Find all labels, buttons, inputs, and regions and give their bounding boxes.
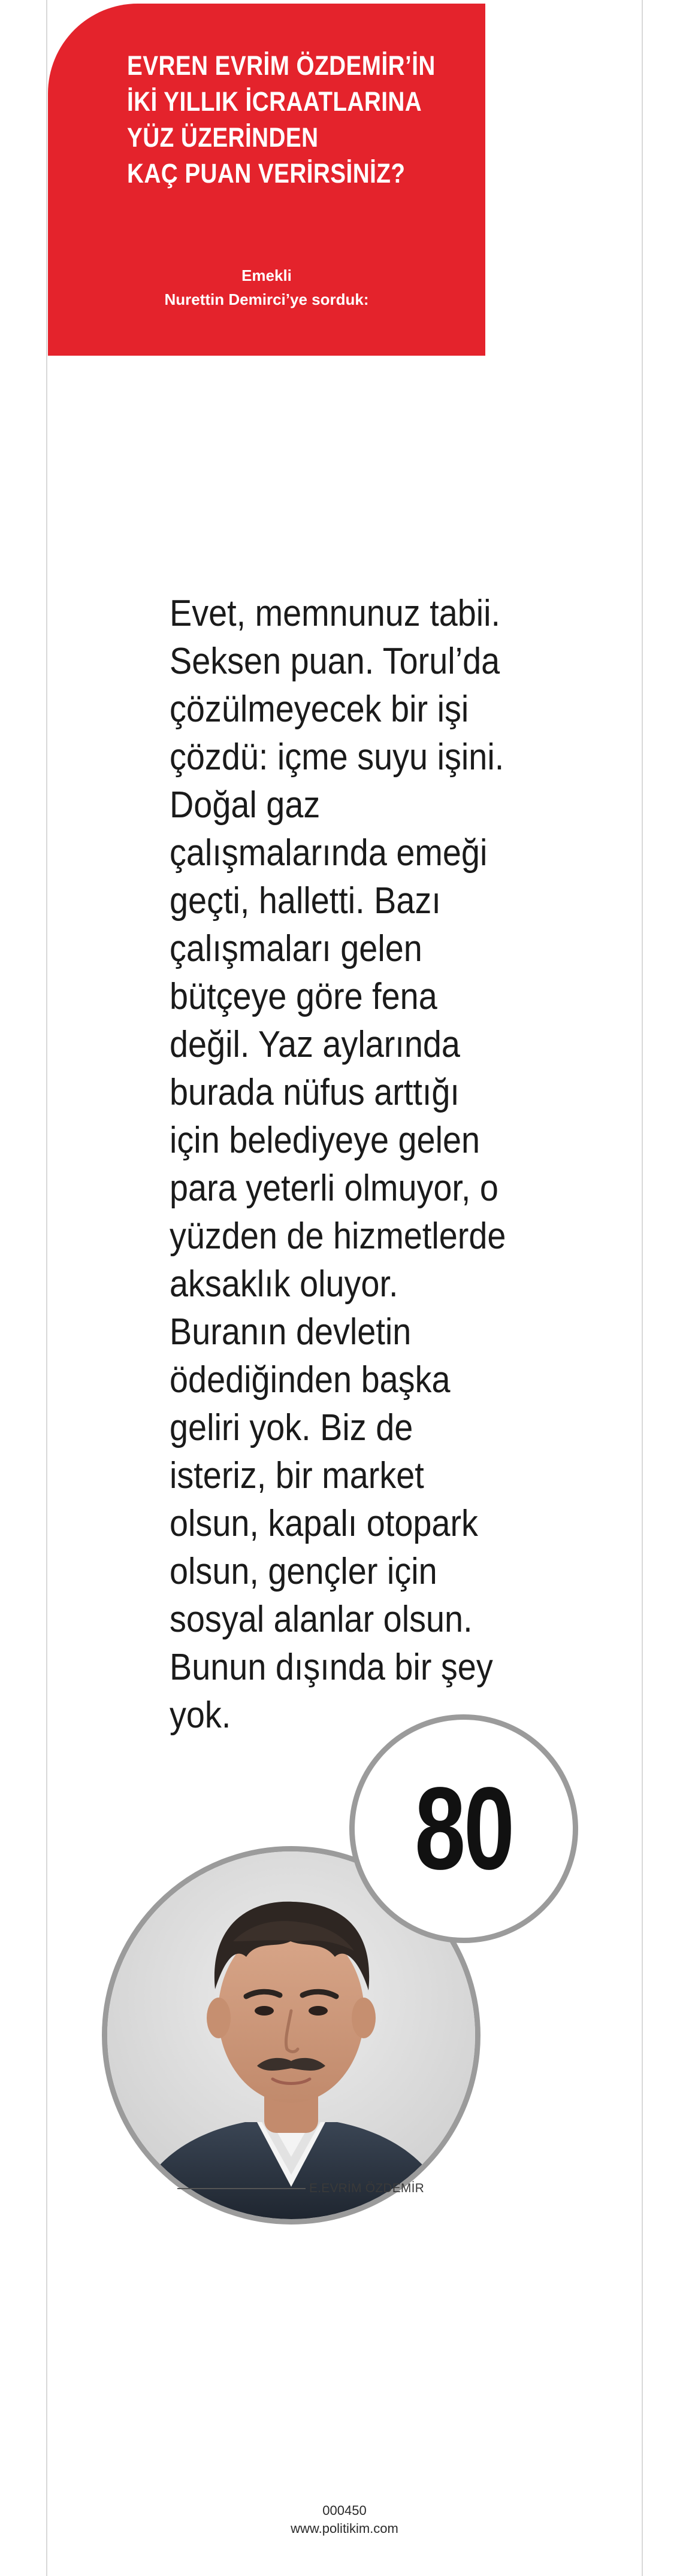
page-right-edge xyxy=(642,0,643,2576)
score-value: 80 xyxy=(415,1763,513,1894)
portrait-caption-text: E.EVRİM ÖZDEMİR xyxy=(309,2181,425,2195)
caption-rule xyxy=(177,2188,306,2189)
page-left-edge xyxy=(46,0,47,2576)
respondent-name-line: Nurettin Demirci’ye sorduk: xyxy=(164,290,369,308)
respondent-block xyxy=(48,263,485,311)
respondent-answer: Evet, memnunuz tabii. Seksen puan. Torul’da çözülmeyecek bir işi çözdü: içme suyu işini. Doğal gaz çalışmalarında emeği geçti, halletti. Bazı çalışmaları gelen bütçeye göre fena değil. Yaz aylarında burada nüfus arttığı için belediyeye gelen para yeterli olmuyor, o yüzden de hizmetlerde aksaklık oluyor. Buranın devletin ödediğinden başka geliri yok. Biz de isteriz, bir market olsun, kapalı otopark olsun, gençler için sosyal alanlar olsun. Bunun dışında bir şey yok. xyxy=(170,593,506,1736)
question-header xyxy=(48,4,485,356)
footer-website: www.politikim.com xyxy=(291,2521,398,2536)
survey-question: EVREN EVRİM ÖZDEMİR’İN İKİ YILLIK İCRAATLARINA YÜZ ÜZERİNDEN KAÇ PUAN VERİRSİNİZ? xyxy=(127,50,436,189)
page-footer xyxy=(0,2502,689,2538)
respondent-role: Emekli xyxy=(241,266,292,284)
portrait-caption xyxy=(177,2180,429,2198)
footer-code: 000450 xyxy=(322,2503,367,2518)
score-badge xyxy=(349,1714,578,1943)
